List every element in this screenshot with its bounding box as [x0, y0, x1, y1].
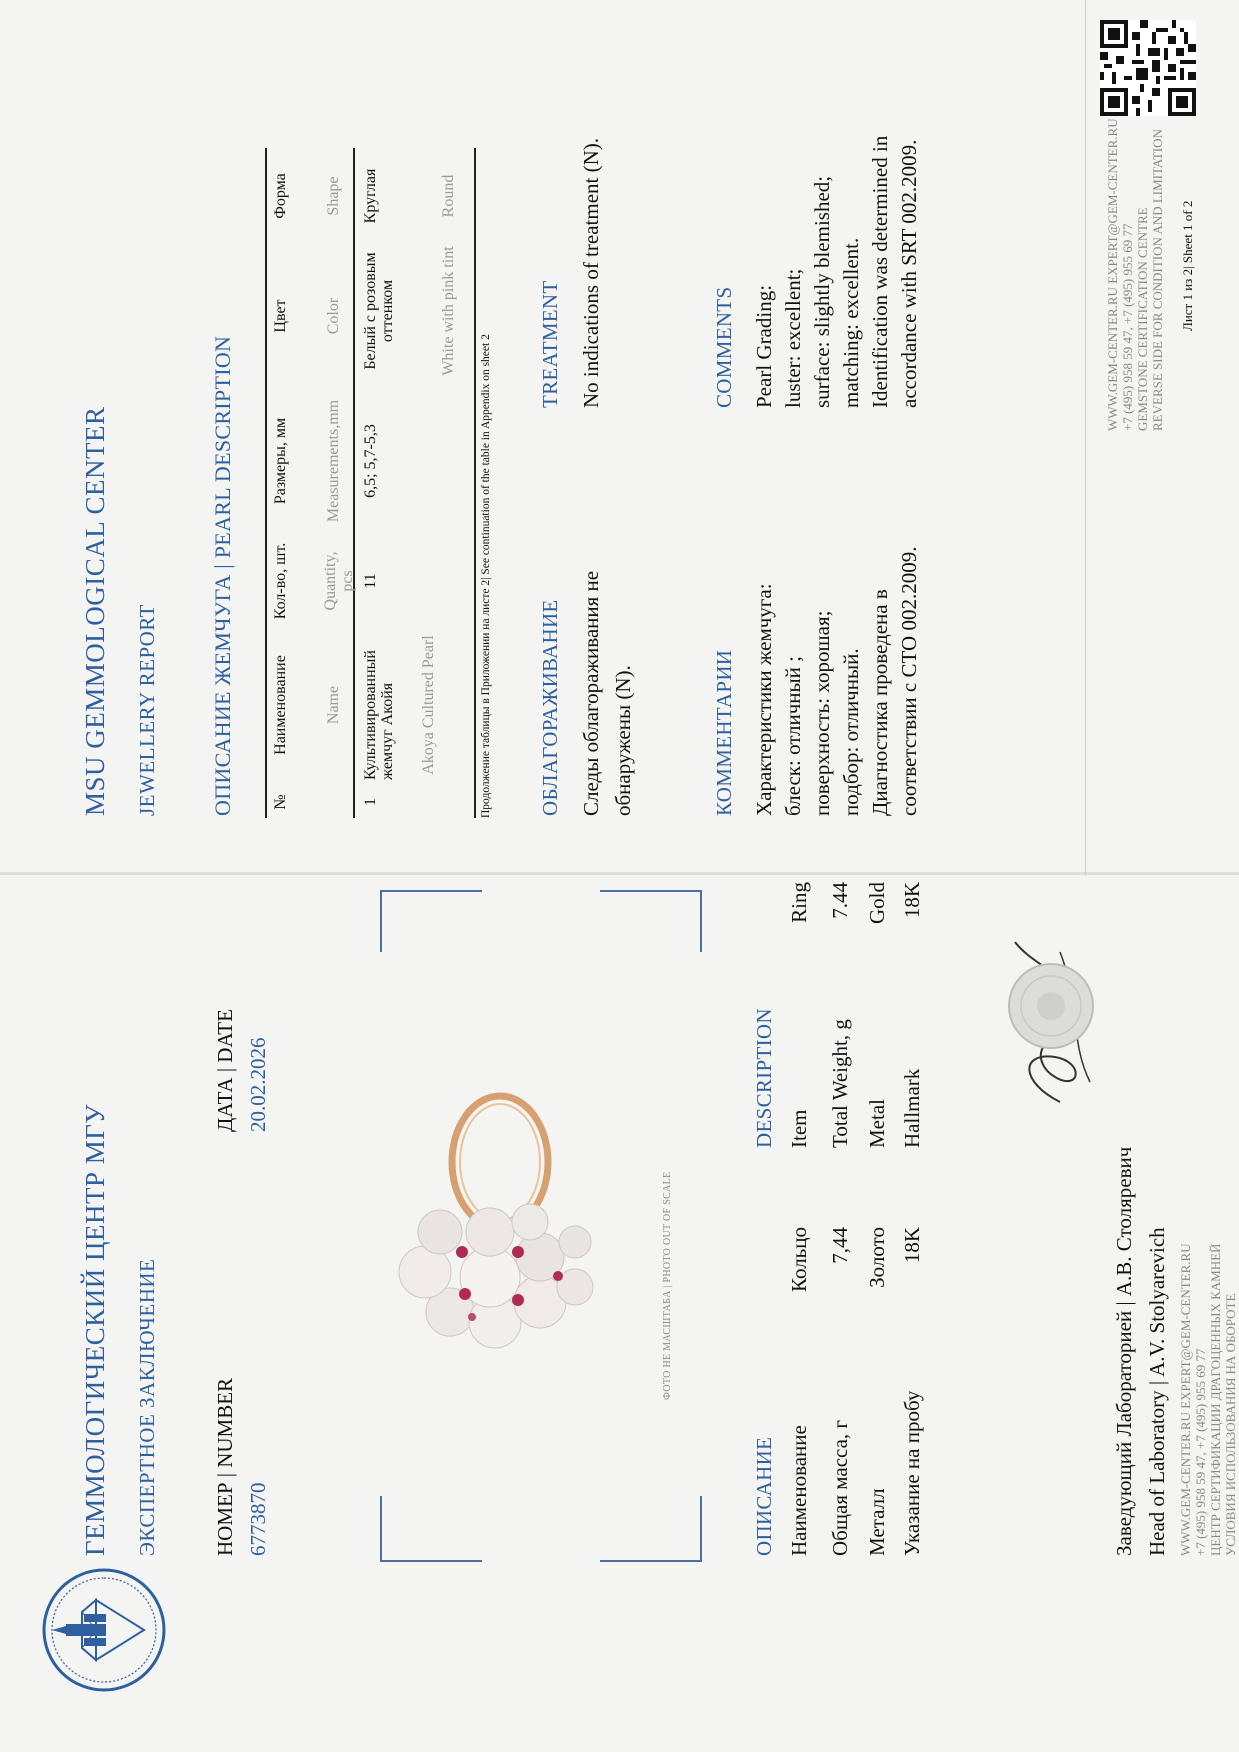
value-ru: 7,44: [828, 1227, 852, 1264]
text-line: Диагностика проведена в: [868, 589, 892, 816]
row-name-en: Akoya Cultured Pearl: [420, 635, 437, 775]
header-quantity-en: Quantity, pcs: [322, 551, 356, 611]
report-type-ru: ЭКСПЕРТНОЕ ЗАКЛЮЧЕНИЕ: [135, 1258, 159, 1556]
footer-line: GEMSTONE CERTIFICATION CENTRE: [1135, 207, 1150, 431]
comments-en-heading: COMMENTS: [712, 286, 736, 408]
right-footer: [1105, 118, 1165, 431]
head-of-lab-ru: Заведующий Лабораторией | А.В. Столяревич: [1112, 1146, 1136, 1556]
pearl-table-title: ОПИСАНИЕ ЖЕМЧУГА | PEARL DESCRIPTION: [210, 335, 235, 816]
photo-frame-corner: [600, 1496, 702, 1562]
msu-logo-icon: [40, 1566, 168, 1694]
stamp-seal-icon: [1005, 960, 1097, 1052]
description-en-heading: DESCRIPTION: [752, 1008, 776, 1148]
text-line: Identification was determined in: [868, 135, 892, 408]
org-title-en: MSU GEMMOLOGICAL CENTER: [80, 406, 110, 816]
label-en: Item: [787, 1109, 811, 1148]
value-ru: 18K: [900, 1227, 924, 1264]
footer-line: +7 (495) 958 59 47, +7 (495) 955 69 77: [1193, 1348, 1208, 1556]
label-en: Hallmark: [900, 1068, 924, 1148]
qr-code-icon: [1100, 20, 1196, 116]
left-footer: [1178, 1243, 1238, 1556]
header-color-ru: Цвет: [272, 299, 289, 333]
footer-line: REVERSE SIDE FOR CONDITION AND LIMITATION: [1150, 129, 1165, 431]
table-note: Продолжение таблицы в Приложении на листе 2| See continuation of the table in Appendix on sheet 2: [480, 334, 492, 818]
date-value: 20.02.2026: [246, 1037, 270, 1132]
row-num: 1: [362, 798, 379, 806]
row-color-en: White with pink tint: [440, 246, 457, 376]
value-ru: Золото: [865, 1227, 889, 1288]
text-line: соответствии с СТО 002.2009.: [897, 546, 921, 816]
value-en: Ring: [787, 882, 811, 923]
footer-line: ЦЕНТР СЕРТИФИКАЦИИ ДРАГОЦЕННЫХ КАМНЕЙ: [1208, 1243, 1223, 1556]
text-line: matching: excellent.: [839, 237, 863, 408]
header-num: №: [272, 794, 289, 810]
row-quantity: 11: [362, 573, 379, 589]
label-en: Metal: [865, 1099, 889, 1148]
footer-line: УСЛОВИЯ ИСПОЛЬЗОВАНИЯ НА ОБОРОТЕ: [1223, 1293, 1238, 1556]
text-line: Pearl Grading:: [752, 284, 776, 408]
treatment-en-heading: TREATMENT: [538, 280, 562, 408]
comments-en-text: [750, 136, 924, 408]
footer-line: WWW.GEM-CENTER.RU EXPERT@GEM-CENTER.RU: [1178, 1243, 1193, 1556]
photo-caption: ФОТО НЕ МАСШТАБА | PHOTO OUT OF SCALE: [662, 1171, 673, 1400]
header-shape-en: Shape: [325, 176, 342, 216]
date-label: ДАТА | DATE: [213, 1009, 237, 1132]
header-measurements-en: Measurements,mm: [325, 399, 342, 523]
description-ru-heading: ОПИСАНИЕ: [752, 1436, 776, 1556]
footer-line: +7 (495) 958 59 47, +7 (495) 955 69 77: [1120, 223, 1135, 431]
left-panel: [0, 876, 1239, 1752]
text-line: No indications of treatment (N).: [579, 137, 603, 408]
treatment-ru-text: [575, 571, 639, 816]
header-shape-ru: Форма: [272, 173, 289, 219]
treatment-en-text: [575, 138, 607, 408]
text-line: Следы облагораживания не: [579, 570, 603, 816]
text-line: luster: excellent;: [781, 268, 805, 408]
photo-frame-corner: [380, 1496, 482, 1562]
row-color-ru: Белый с розовым оттенком: [362, 252, 396, 370]
row-shape-en: Round: [440, 174, 457, 218]
label-ru: Наименование: [787, 1425, 811, 1556]
header-color-en: Color: [325, 297, 342, 335]
header-quantity-ru: Кол-во, шт.: [272, 542, 289, 620]
label-ru: Общая масса, г: [828, 1419, 852, 1556]
comments-ru-heading: КОММЕНТАРИИ: [712, 649, 736, 816]
number-label: НОМЕР | NUMBER: [213, 1377, 237, 1556]
photo-frame-corner: [380, 890, 482, 952]
value-en: 7.44: [828, 882, 852, 919]
table-top-rule: [265, 148, 267, 818]
number-value: 6773870: [246, 1482, 270, 1556]
label-en: Total Weight, g: [828, 1019, 852, 1148]
value-ru: Кольцо: [787, 1227, 811, 1292]
header-measurements-ru: Размеры, мм: [272, 417, 289, 505]
text-line: подбор: отличный.: [839, 648, 863, 816]
value-en: 18K: [900, 882, 924, 919]
photo-frame-corner: [600, 890, 702, 952]
text-line: поверхность: хорошая;: [810, 610, 834, 816]
row-measurements: 6,5; 5,7-5,3: [362, 424, 379, 498]
head-of-lab-en: Head of Laboratory | A.V. Stolyarevich: [1145, 1227, 1169, 1556]
label-ru: Металл: [865, 1488, 889, 1556]
table-bottom-rule: [474, 148, 476, 818]
text-line: Характеристики жемчуга:: [752, 583, 776, 816]
ring-photo: [380, 1072, 630, 1372]
header-name-ru: Наименование: [272, 655, 289, 755]
text-line: обнаружены (N).: [611, 665, 635, 816]
row-name-ru: Культивированный жемчуг Акойя: [362, 650, 396, 780]
report-type-en: JEWELLERY REPORT: [135, 604, 159, 816]
footer-divider: [1085, 0, 1086, 876]
text-line: блеск: отличный ;: [781, 656, 805, 816]
value-en: Gold: [865, 882, 889, 924]
sheet-label: Лист 1 из 2| Sheet 1 of 2: [1180, 200, 1195, 331]
text-line: surface: slightly blemished;: [810, 175, 834, 408]
row-shape-ru: Круглая: [362, 168, 379, 224]
org-title-ru: ГЕММОЛОГИЧЕСКИЙ ЦЕНТР МГУ: [80, 1104, 110, 1556]
treatment-ru-heading: ОБЛАГОРАЖИВАНИЕ: [538, 599, 562, 816]
table-header-rule: [353, 148, 355, 818]
text-line: accordance with SRT 002.2009.: [897, 139, 921, 408]
label-ru: Указание на пробу: [900, 1390, 924, 1556]
header-name-en: Name: [325, 685, 342, 725]
comments-ru-text: [750, 547, 924, 816]
footer-line: WWW.GEM-CENTER.RU EXPERT@GEM-CENTER.RU: [1105, 118, 1120, 431]
